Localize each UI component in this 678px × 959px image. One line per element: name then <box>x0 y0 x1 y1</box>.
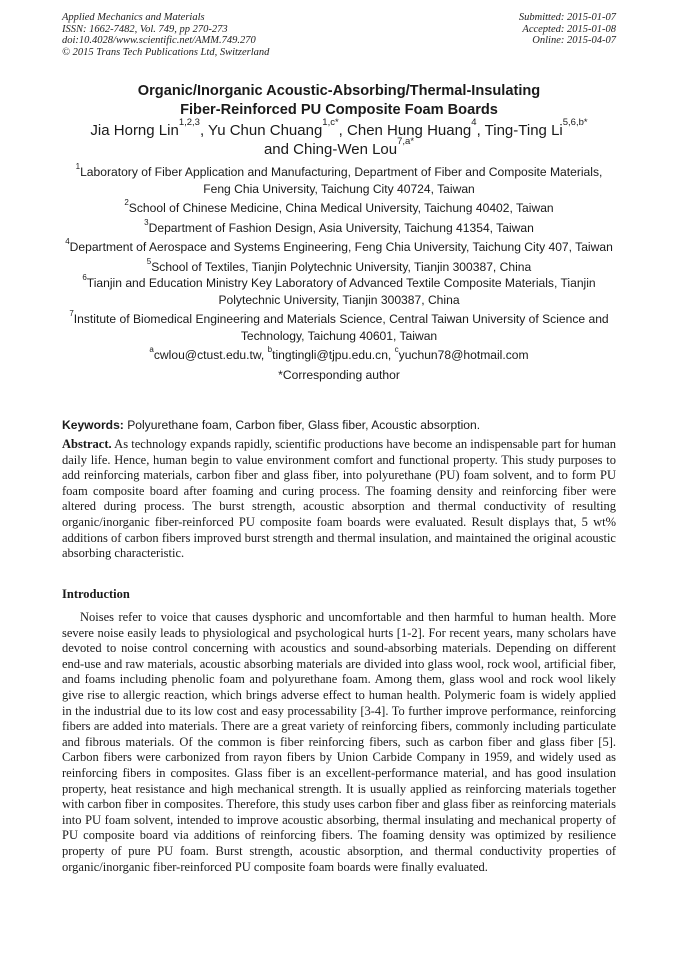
affiliation-number: 5 <box>146 256 152 266</box>
author-name: Chen Hung Huang <box>347 122 472 139</box>
author-line-1 <box>62 117 616 140</box>
accepted-date: Accepted: 2015-01-08 <box>522 23 616 35</box>
author-affil-sup: 4 <box>471 117 477 128</box>
email-line <box>62 347 616 364</box>
affiliation-text: Tianjin and Education Ministry Key Laboratory of Advanced Textile Composite Materials, Tianjin Polytechnic University, Tianjin 300387, China <box>86 276 596 307</box>
affiliation-number: 4 <box>65 237 70 246</box>
affiliation <box>62 256 616 276</box>
title-line-1: Organic/Inorganic Acoustic-Absorbing/Thermal-Insulating <box>137 83 541 99</box>
journal-header <box>62 12 269 58</box>
email-marker: c <box>394 345 399 354</box>
keywords-text: Polyurethane foam, Carbon fiber, Glass fiber, Acoustic absorption. <box>123 418 481 432</box>
affiliation-number: 2 <box>124 198 129 207</box>
affiliation <box>62 275 616 308</box>
author-separator: , <box>476 122 485 139</box>
affiliation <box>62 200 616 217</box>
affiliation-number: 7 <box>69 309 74 318</box>
abstract <box>62 437 616 562</box>
doi-line[interactable]: doi:10.4028/www.scientific.net/AMM.749.270 <box>62 35 256 46</box>
email-link[interactable]: cwlou@ctust.edu.tw, <box>153 348 268 362</box>
email-link[interactable]: yuchun78@hotmail.com <box>398 348 529 362</box>
author-affil-sup: 5,6,b* <box>562 117 588 128</box>
corresponding-author-note: *Corresponding author <box>278 367 400 382</box>
affiliation-text: Institute of Biomedical Engineering and Materials Science, Central Taiwan University of Science and Technology, Taichung 40601, Taiwan <box>73 312 609 343</box>
issn-line: ISSN: 1662-7482, Vol. 749, pp 270-273 <box>62 23 228 35</box>
abstract-text: As technology expands rapidly, scientific productions have become an indispensable part for human daily life. Hence, human begin to value environment comfort and functional property. This study purposes to add reinforcing materials, carbon fiber and glass fiber, into polyurethane (PU) foam solvent, and to form PU foam composite board after foaming and curing process. The foaming density and reinforcing fiber were altered during process. The burst strength, acoustic absorption and thermal conductivity of resulting organic/inorganic fiber-reinforced PU composite foam boards were evaluated. Result displays that, 5 wt% additions of carbon fibers improved burst strength and thermal insulation, and maintained the original acoustic absorbing characteristic. <box>62 437 616 561</box>
author-name: and Ching-Wen Lou <box>263 141 398 158</box>
affiliation-text: Department of Fashion Design, Asia University, Taichung 41354, Taiwan <box>148 220 534 235</box>
affiliation-number: 3 <box>144 217 149 227</box>
author-separator: , <box>199 122 209 139</box>
keywords <box>62 418 616 433</box>
introduction-heading: Introduction <box>62 587 130 601</box>
author-name: Ting-Ting Li <box>484 122 563 139</box>
title-line-2: Fiber-Reinforced PU Composite Foam Boards <box>180 102 498 118</box>
author-name: Yu Chun Chuang <box>208 122 323 139</box>
affiliation-number: 1 <box>75 162 81 171</box>
author-separator: , <box>338 122 348 139</box>
paper-title <box>62 82 616 120</box>
abstract-label: Abstract. <box>62 437 112 451</box>
author-name: Jia Horng Lin <box>90 122 179 139</box>
affiliation-text: School of Textiles, Tianjin Polytechnic University, Tianjin 300387, China <box>151 259 532 274</box>
affiliation <box>62 217 616 237</box>
affiliation-text: School of Chinese Medicine, China Medical University, Taichung 40402, Taiwan <box>128 201 554 215</box>
author-affil-sup: 1,2,3 <box>178 117 200 128</box>
affiliation-number: 6 <box>82 273 87 282</box>
introduction-paragraph: Noises refer to voice that causes dysphoric and uncomfortable and then harmful to human health. More severe noise easily leads to physiological and psychological hurts [1-2]. For recent years, many scholars have devoted to noise control concerning with acoustics and sound-absorbing materials. Depending on different end-use and raw materials, acoustic absorbing materials are divided into glass wool, rock wool, artificial fiber, and foams including phenolic foam and polyurethane foam. Among them, glass wool and rock wool likely give rise to allergic reaction, which brings adverse effect to human health. Polymeric foam is widely applied in the industrial due to its low cost and easy processability [3-4]. To further improve performance, reinforcing fibers are added into materials. There are a great variety of reinforcing fibers, commonly including particulate and fibrous materials. Of the common is fiber reinforcing fibers, such as carbon fiber and glass fiber [5]. Carbon fibers were carbonized from rayon fibers by Union Carbide Company in 1959, and widely used as reinforcing fibers in composites. Glass fiber is an excellent-performance material, and has good insulation property, heat resistance and high mechanical strength. It is usually applied as reinforcing materials together with carbon fiber in composites. Therefore, this study uses carbon fiber and glass fiber as reinforcing materials into PU foam solvent, intended to improve acoustic absorbing, thermal insulating and mechanical property of PU composite board via additions of reinforcing fibers. The foaming density was optimized by resilience property of pure PU foam. Burst strength, acoustic absorption, and thermal conductivity properties of organic/inorganic fiber-reinforced PU composite foam boards were finally evaluated. <box>62 610 616 874</box>
author-affil-sup: 1,c* <box>322 117 339 128</box>
affiliation-text: Laboratory of Fiber Application and Manufacturing, Department of Fiber and Composite Materials, Feng Chia University, Taichung City 40724, Taiwan <box>80 165 603 196</box>
author-affil-sup: 7,a* <box>397 136 415 147</box>
email-marker: a <box>149 345 154 354</box>
dates-header <box>519 12 616 47</box>
submitted-date: Submitted: 2015-01-07 <box>518 12 616 23</box>
email-link[interactable]: tingtingli@tjpu.edu.cn, <box>272 348 395 362</box>
affiliation-text: Department of Aerospace and Systems Engineering, Feng Chia University, Taichung City 407, Taiwan <box>69 240 613 254</box>
online-date: Online: 2015-04-07 <box>532 35 616 46</box>
affiliations <box>62 164 616 383</box>
keywords-label: Keywords: <box>62 418 124 432</box>
affiliation <box>62 311 616 344</box>
journal-name: Applied Mechanics and Materials <box>62 12 205 23</box>
email-marker: b <box>267 345 273 354</box>
author-line-2 <box>62 136 616 159</box>
affiliation <box>62 239 616 256</box>
copyright-line: © 2015 Trans Tech Publications Ltd, Switzerland <box>62 46 270 58</box>
affiliation <box>62 164 616 197</box>
author-list <box>62 117 616 159</box>
